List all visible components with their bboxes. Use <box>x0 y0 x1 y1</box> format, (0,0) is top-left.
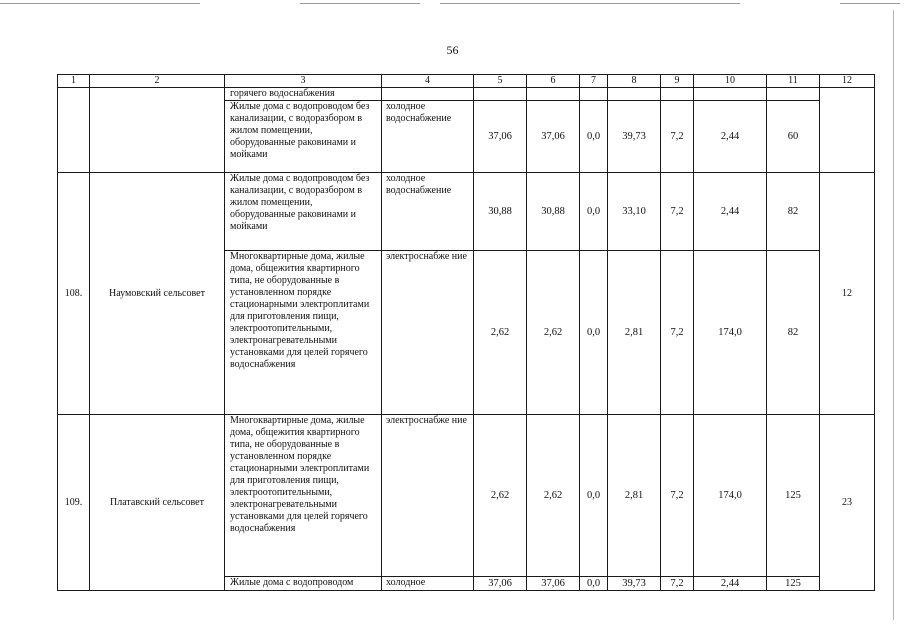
value-cell: 82 <box>767 251 820 415</box>
header-cell: 11 <box>767 75 820 88</box>
value-cell: 7,2 <box>661 577 694 591</box>
header-cell: 5 <box>474 75 527 88</box>
value-cell: 37,06 <box>527 577 580 591</box>
value-cell: 2,81 <box>608 415 661 577</box>
value-cell: 0,0 <box>580 173 608 251</box>
value-cell: 2,62 <box>474 251 527 415</box>
value-cell: 2,44 <box>694 101 767 173</box>
value-cell: 39,73 <box>608 101 661 173</box>
value-cell: 2,62 <box>474 415 527 577</box>
settlement-name-cell: Платавский сельсовет <box>90 415 225 591</box>
utility-type-cell: холодное водоснабжение <box>382 101 474 173</box>
value-cell: 7,2 <box>661 173 694 251</box>
value-cell: 0,0 <box>580 251 608 415</box>
page-edge <box>893 10 894 620</box>
value-cell: 33,10 <box>608 173 661 251</box>
header-cell: 3 <box>225 75 382 88</box>
housing-category-cell: Многоквартирные дома, жилые дома, общежития квартирного типа, не оборудованные в установленном порядке стационарными электроплитами для приготовления пищи, электроотопительными, электронагревательными установками для целей горячего водоснабжения <box>225 415 382 577</box>
column-12-cell: 12 <box>820 173 875 415</box>
value-cell: 125 <box>767 415 820 577</box>
tariff-table <box>57 74 875 591</box>
value-cell: 37,06 <box>474 101 527 173</box>
value-cell: 174,0 <box>694 251 767 415</box>
utility-type-cell: электроснабже ние <box>382 415 474 577</box>
header-cell: 4 <box>382 75 474 88</box>
utility-type-cell: холодное водоснабжение <box>382 173 474 251</box>
column-12-cell <box>820 88 875 173</box>
value-cell: 2,81 <box>608 251 661 415</box>
table-header-row <box>58 75 875 88</box>
utility-type-cell <box>382 88 474 101</box>
value-cell <box>767 88 820 101</box>
value-cell: 0,0 <box>580 101 608 173</box>
header-cell: 2 <box>90 75 225 88</box>
value-cell: 0,0 <box>580 577 608 591</box>
value-cell: 37,06 <box>474 577 527 591</box>
column-12-cell: 23 <box>820 415 875 591</box>
value-cell: 30,88 <box>474 173 527 251</box>
housing-category-cell: Жилые дома с водопроводом без канализации, с водоразбором в жилом помещении, оборудованные раковинами и мойками <box>225 173 382 251</box>
header-cell: 9 <box>661 75 694 88</box>
header-cell: 1 <box>58 75 90 88</box>
value-cell: 2,44 <box>694 577 767 591</box>
value-cell <box>527 88 580 101</box>
row-number-cell <box>58 88 90 173</box>
settlement-name-cell: Наумовский сельсовет <box>90 173 225 415</box>
value-cell: 82 <box>767 173 820 251</box>
scan-artifact-line <box>840 3 900 4</box>
value-cell <box>661 88 694 101</box>
value-cell: 7,2 <box>661 101 694 173</box>
housing-category-cell: Жилые дома с водопроводом без канализации, с водоразбором в жилом помещении, оборудованные раковинами и мойками <box>225 101 382 173</box>
settlement-name-cell <box>90 88 225 173</box>
value-cell <box>694 88 767 101</box>
value-cell: 39,73 <box>608 577 661 591</box>
housing-category-cell: горячего водоснабжения <box>225 88 382 101</box>
value-cell: 174,0 <box>694 415 767 577</box>
table-row <box>58 415 875 577</box>
table-row <box>58 88 875 101</box>
header-cell: 12 <box>820 75 875 88</box>
utility-type-cell: холодное <box>382 577 474 591</box>
table-row <box>58 173 875 251</box>
header-cell: 6 <box>527 75 580 88</box>
value-cell: 60 <box>767 101 820 173</box>
value-cell <box>474 88 527 101</box>
scan-artifact-line <box>0 3 200 4</box>
value-cell: 0,0 <box>580 415 608 577</box>
header-cell: 7 <box>580 75 608 88</box>
row-number-cell: 108. <box>58 173 90 415</box>
row-number-cell: 109. <box>58 415 90 591</box>
header-cell: 10 <box>694 75 767 88</box>
value-cell: 7,2 <box>661 251 694 415</box>
value-cell: 2,44 <box>694 173 767 251</box>
page-number: 56 <box>446 43 459 57</box>
header-cell: 8 <box>608 75 661 88</box>
value-cell: 37,06 <box>527 101 580 173</box>
value-cell: 2,62 <box>527 251 580 415</box>
scan-artifact-line <box>300 3 420 4</box>
value-cell: 125 <box>767 577 820 591</box>
value-cell: 30,88 <box>527 173 580 251</box>
value-cell <box>608 88 661 101</box>
housing-category-cell: Жилые дома с водопроводом <box>225 577 382 591</box>
value-cell <box>580 88 608 101</box>
utility-type-cell: электроснабже ние <box>382 251 474 415</box>
scan-artifact-line <box>440 3 740 4</box>
value-cell: 7,2 <box>661 415 694 577</box>
housing-category-cell: Многоквартирные дома, жилые дома, общежития квартирного типа, не оборудованные в установленном порядке стационарными электроплитами для приготовления пищи, электроотопительными, электронагревательными установками для целей горячего водоснабжения <box>225 251 382 415</box>
value-cell: 2,62 <box>527 415 580 577</box>
